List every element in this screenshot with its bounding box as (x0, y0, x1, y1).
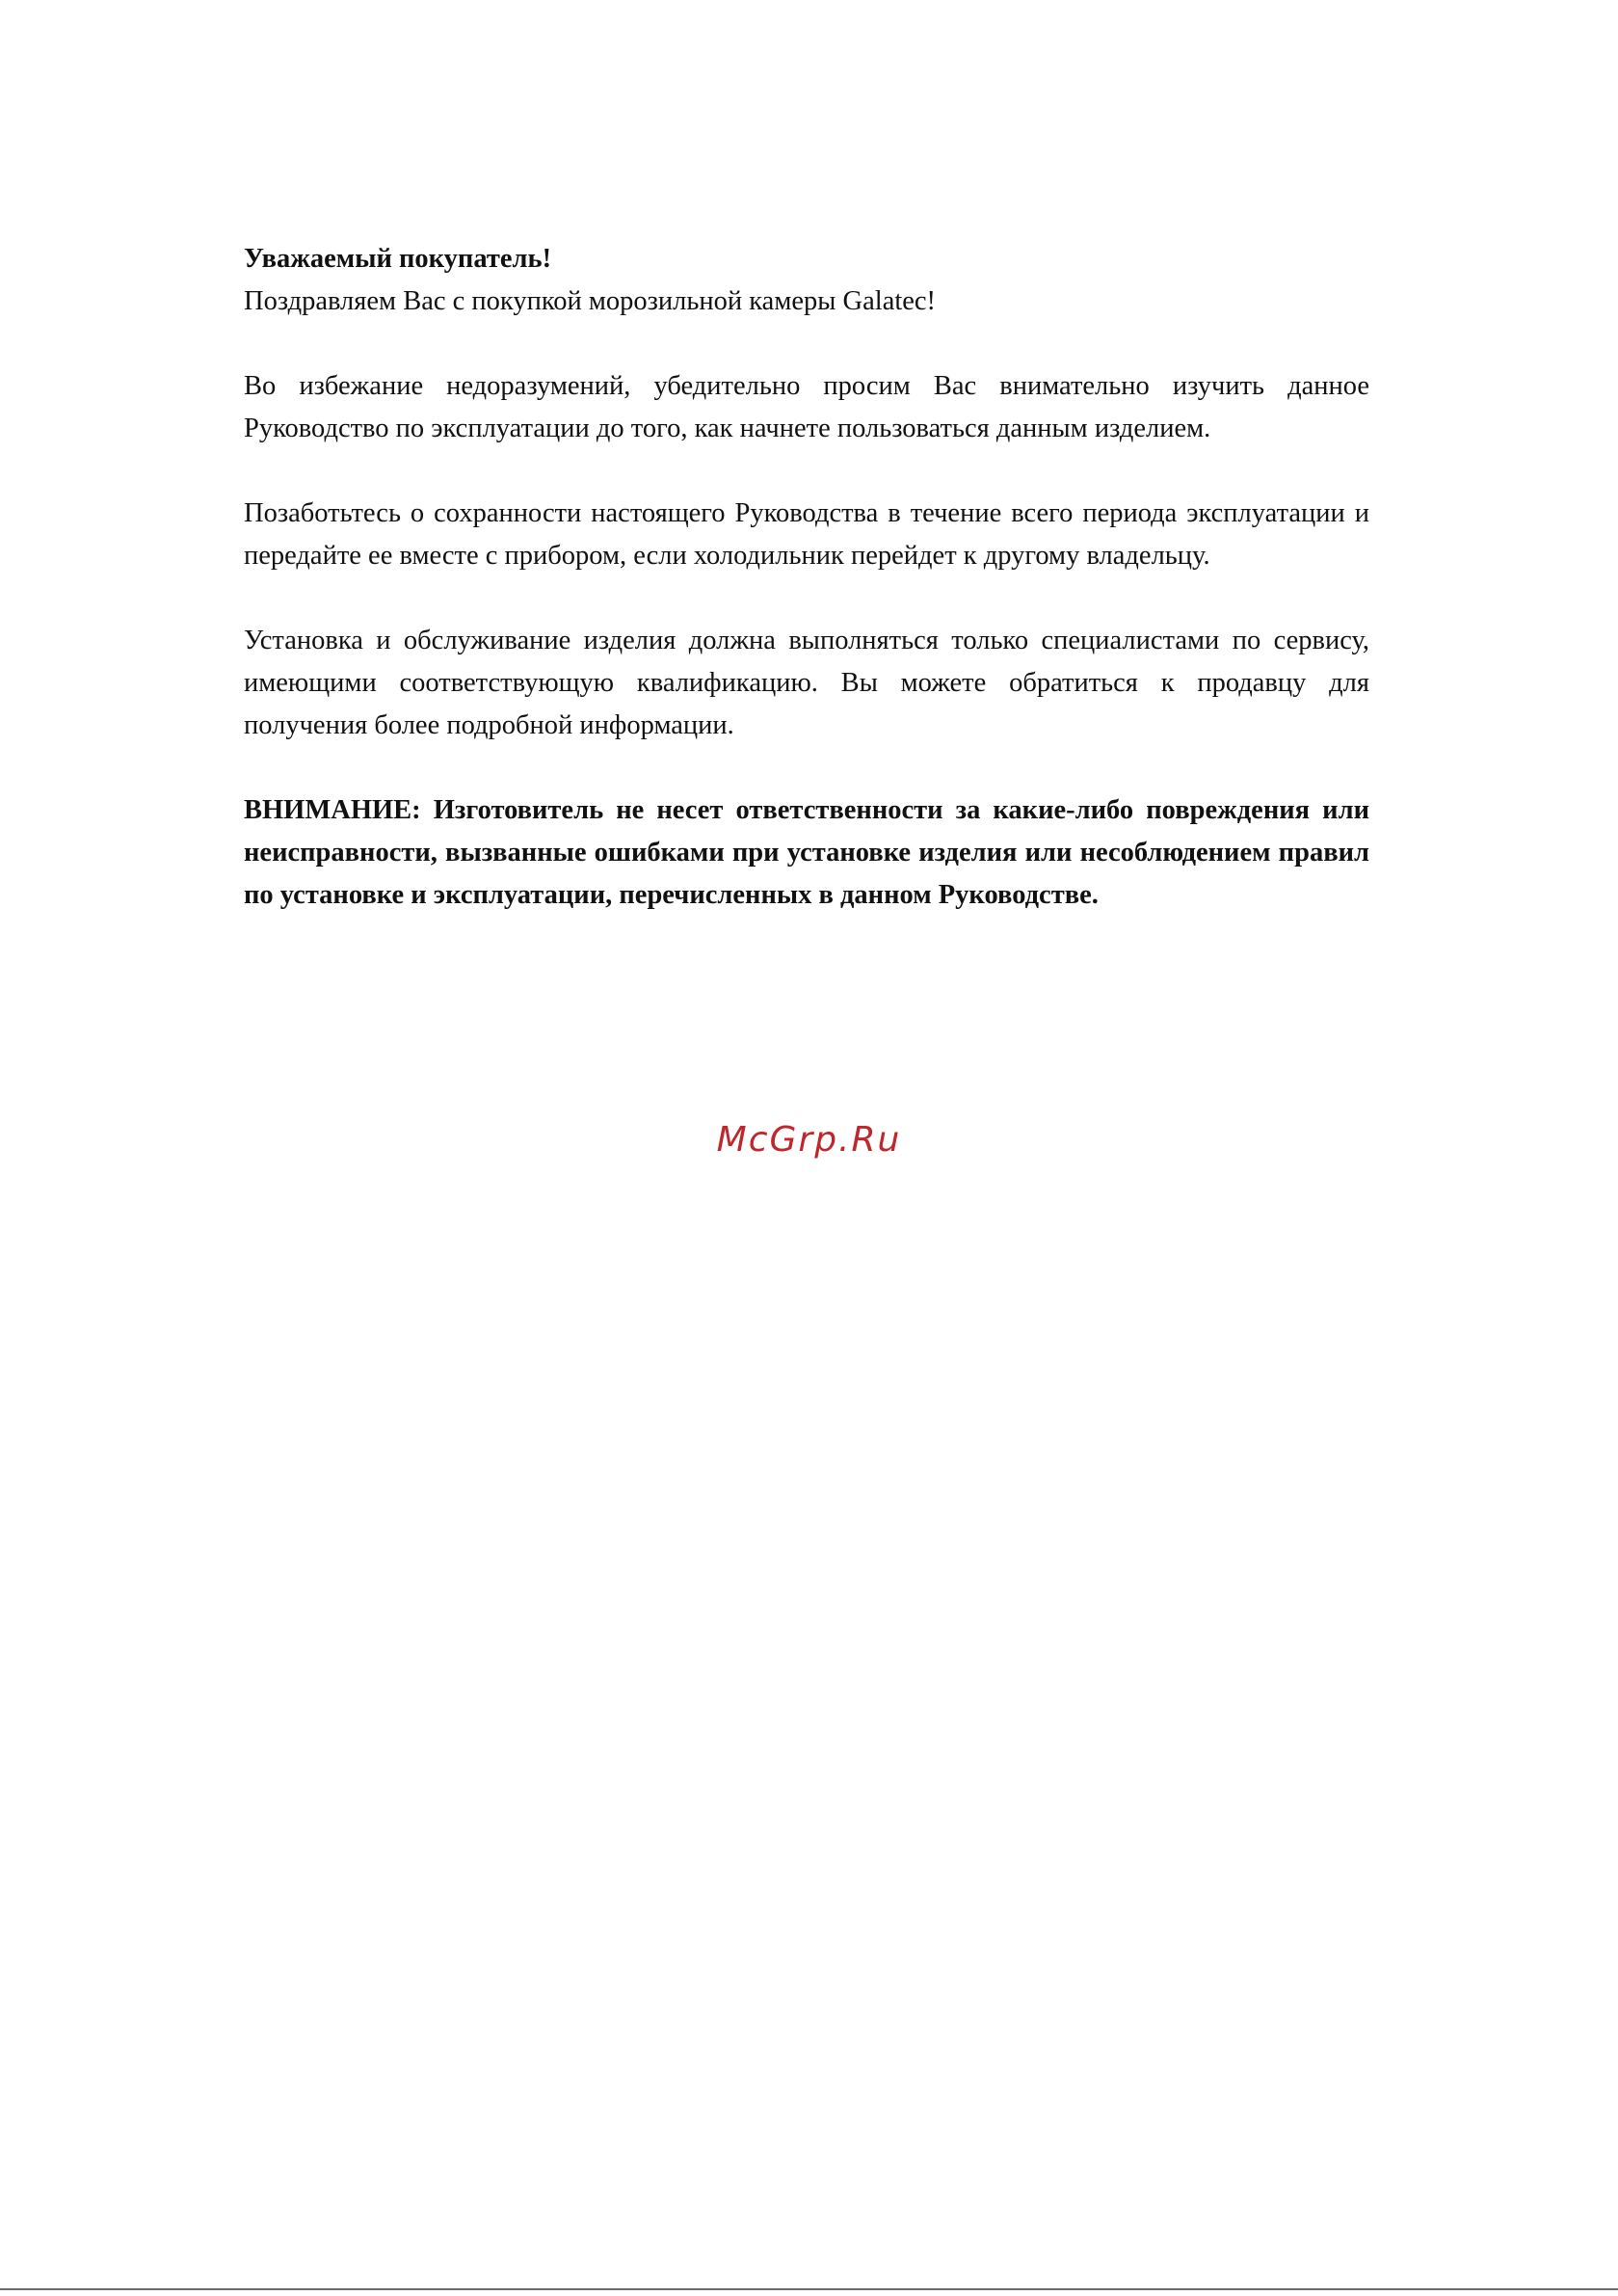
paragraph-installation-service: Установка и обслуживание изделия должна выполняться только специалистами по сервису, имеющими соответствующую квалификацию. Вы можете обратиться к продавцу для получения более подробной информации. (244, 626, 1369, 740)
warning-notice: ВНИМАНИЕ: Изготовитель не несет ответственности за какие-либо повреждения или неисправности, вызванные ошибками при установке изделия или несоблюдением правил по установке и эксплуатации, перечисленных в данном Руководстве. (244, 795, 1369, 910)
greeting-heading: Уважаемый покупатель! (244, 244, 552, 274)
congratulation-text: Поздравляем Вас с покупкой морозильной камеры Galatec! (244, 286, 937, 316)
page-bottom-divider (0, 2288, 1618, 2290)
paragraph-keep-manual: Позаботьтесь о сохранности настоящего Руководства в течение всего периода эксплуатации и передайте ее вместе с прибором, если холодильник перейдет к другому владельцу. (244, 498, 1369, 571)
document-body (244, 238, 1369, 917)
paragraph-read-manual: Во избежание недоразумений, убедительно просим Вас внимательно изучить данное Руководство по эксплуатации до того, как начнете пользоваться данным изделием. (244, 371, 1369, 443)
watermark-logo: McGrp.Ru (716, 1120, 902, 1160)
